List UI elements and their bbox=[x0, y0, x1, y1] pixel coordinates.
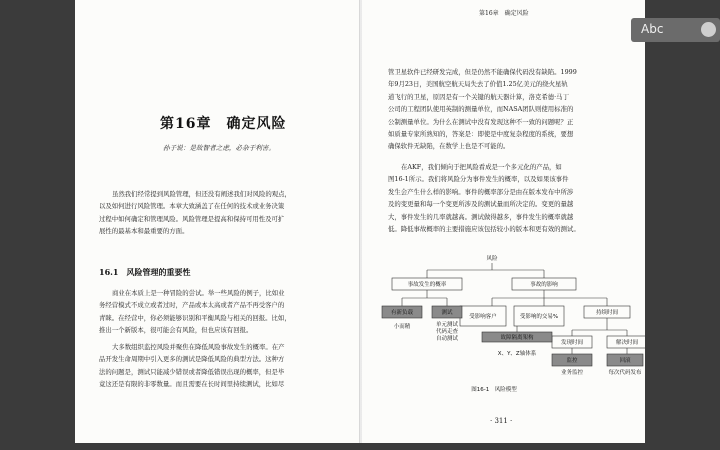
diagram-duration: 持续时间 bbox=[595, 310, 619, 316]
text-line: 年9月23日，美国航空航天局失去了价值1.25亿美元的绕火星轨 bbox=[388, 80, 568, 89]
text-line: 虽然我们经常提到风险管理，但还没有阐述我们对风险的观点， bbox=[112, 190, 291, 198]
paragraph-1 bbox=[99, 287, 351, 337]
diagram-customers: 受影响客户 bbox=[469, 314, 497, 320]
right-paragraph-1 bbox=[388, 66, 633, 153]
diagram-detect: 发现时间 bbox=[560, 340, 584, 346]
right-page bbox=[362, 0, 645, 443]
diagram-probability: 事故发生的概率 bbox=[407, 282, 447, 288]
section-title: 16.1 风险管理的重要性 bbox=[99, 267, 191, 277]
text-line: 低。降低事故概率的主要措施应该包括较小的版本和更有效的测试。 bbox=[388, 225, 580, 234]
text-line: 以及如何进行风险管理。本章大致涵盖了在任何的技术或业务决策 bbox=[99, 202, 285, 211]
text-line: 大，事件发生的几率就越高。测试做得越多，事件发生的概率就越 bbox=[388, 212, 574, 221]
text-line: 及的变更量和每一个变更所涉及的测试量而所决定的。变更的量越 bbox=[388, 200, 574, 209]
diagram-resolve: 解决时间 bbox=[615, 340, 639, 346]
text-line: 如质量专家所熟知的，答案是：即使是中度复杂程度的系统，要想 bbox=[388, 130, 574, 139]
input-method-label: Abc bbox=[641, 22, 664, 36]
diagram-impact: 事故的影响 bbox=[530, 282, 558, 288]
text-line: 图16-1所示。我们将风险分为事件发生的概率，以及如果该事件 bbox=[388, 175, 569, 184]
text-line: 道飞行的卫星，原因是有一个关键的航天器计算，洛克希德·马丁 bbox=[388, 92, 569, 101]
diagram-rollback-2: 每次代码发布 bbox=[608, 370, 642, 376]
running-header: 第16章 确定风险 bbox=[479, 10, 529, 17]
diagram-test: 测试 bbox=[441, 310, 453, 316]
text-line: 商业在本质上是一种冒险的尝试。举一些风险的例子，比如业 bbox=[112, 289, 285, 297]
text-line: 在AKF，我们倾向于把风险看成是一个多元化的产品，如 bbox=[401, 163, 562, 171]
text-line: 确保软件无缺陷，在数学上也是不可能的。 bbox=[388, 142, 510, 151]
text-line: 竟这还是有限的非零数量。而且需要在长时间里持续测试，比如尽 bbox=[99, 380, 285, 389]
text-line: 推出一个新版本，很可能会有风险，但也应该有回报。 bbox=[99, 326, 253, 335]
diagram-rollback: 回滚 bbox=[619, 358, 631, 364]
risk-model-diagram bbox=[362, 250, 645, 400]
diagram-unit2: 代码走查 bbox=[435, 329, 459, 335]
text-line: 展性的最基本和最重要的方面。 bbox=[99, 227, 189, 236]
diagram-root: 风险 bbox=[486, 256, 498, 262]
text-line: 大多数组织监控风险并聚焦在降低风险事故发生的概率。在产 bbox=[112, 343, 285, 351]
text-line: 公制测量单位。为什么在测试中没有发现这种不一致的问题呢？正 bbox=[388, 117, 574, 126]
right-paragraph-2 bbox=[388, 161, 633, 235]
input-method-icon bbox=[701, 22, 716, 37]
text-line: 务经营模式不成立或者过时，产品或本太高或者产品不再受客户的 bbox=[99, 301, 285, 310]
text-line: 法的问题是，测试只能减少错误或者降低错误出现的概率，但是毕 bbox=[99, 367, 285, 376]
text-line: 品开发生命周期中引入更多的测试是降低风险的典型方法。这种方 bbox=[99, 355, 285, 364]
text-line: 公司的工程团队使用英制的测量单位，而NASA团队则使用标准的 bbox=[388, 105, 574, 114]
diagram-monitor: 监控 bbox=[566, 358, 578, 364]
diagram-xyz: X、Y、Z轴体系 bbox=[497, 351, 537, 357]
chapter-title: 第16章 确定风险 bbox=[160, 116, 287, 132]
text-line: 青睐。在经营中，你必须能够识别和平衡风险与相关的回报。比如， bbox=[99, 313, 291, 322]
diagram-transactions: 受影响的交易% bbox=[519, 314, 559, 320]
text-line: 发生会产生什么样的影响。事件的概率部分是由在版本发布中所涉 bbox=[388, 187, 574, 196]
diagram-fault-isolation: 故障隔离架构 bbox=[500, 335, 534, 341]
diagram-unit: 单元测试 bbox=[435, 322, 459, 328]
left-page bbox=[75, 0, 360, 443]
diagram-monitor-2: 业务监控 bbox=[560, 370, 584, 376]
paragraph-2 bbox=[99, 341, 351, 391]
page-number: · 311 · bbox=[490, 417, 513, 425]
diagram-small: 小而精 bbox=[393, 324, 411, 330]
text-line: 管卫星软件已经研发完成，但是仍然不能确保代码没有缺陷。1999 bbox=[388, 68, 577, 76]
diagram-change: 有新负载 bbox=[390, 310, 414, 316]
intro-paragraph bbox=[99, 188, 351, 238]
figure-caption: 图16-1 风险模型 bbox=[471, 387, 517, 393]
chapter-quote: 孙子说：是故智者之虑，必杂于利害。 bbox=[163, 144, 276, 152]
input-method-indicator[interactable] bbox=[631, 18, 720, 42]
diagram-unit3: 自动测试 bbox=[435, 336, 459, 342]
text-line: 过程中如何确定和管理风险。风险管理是提高和保持可用性及可扩 bbox=[99, 214, 285, 223]
